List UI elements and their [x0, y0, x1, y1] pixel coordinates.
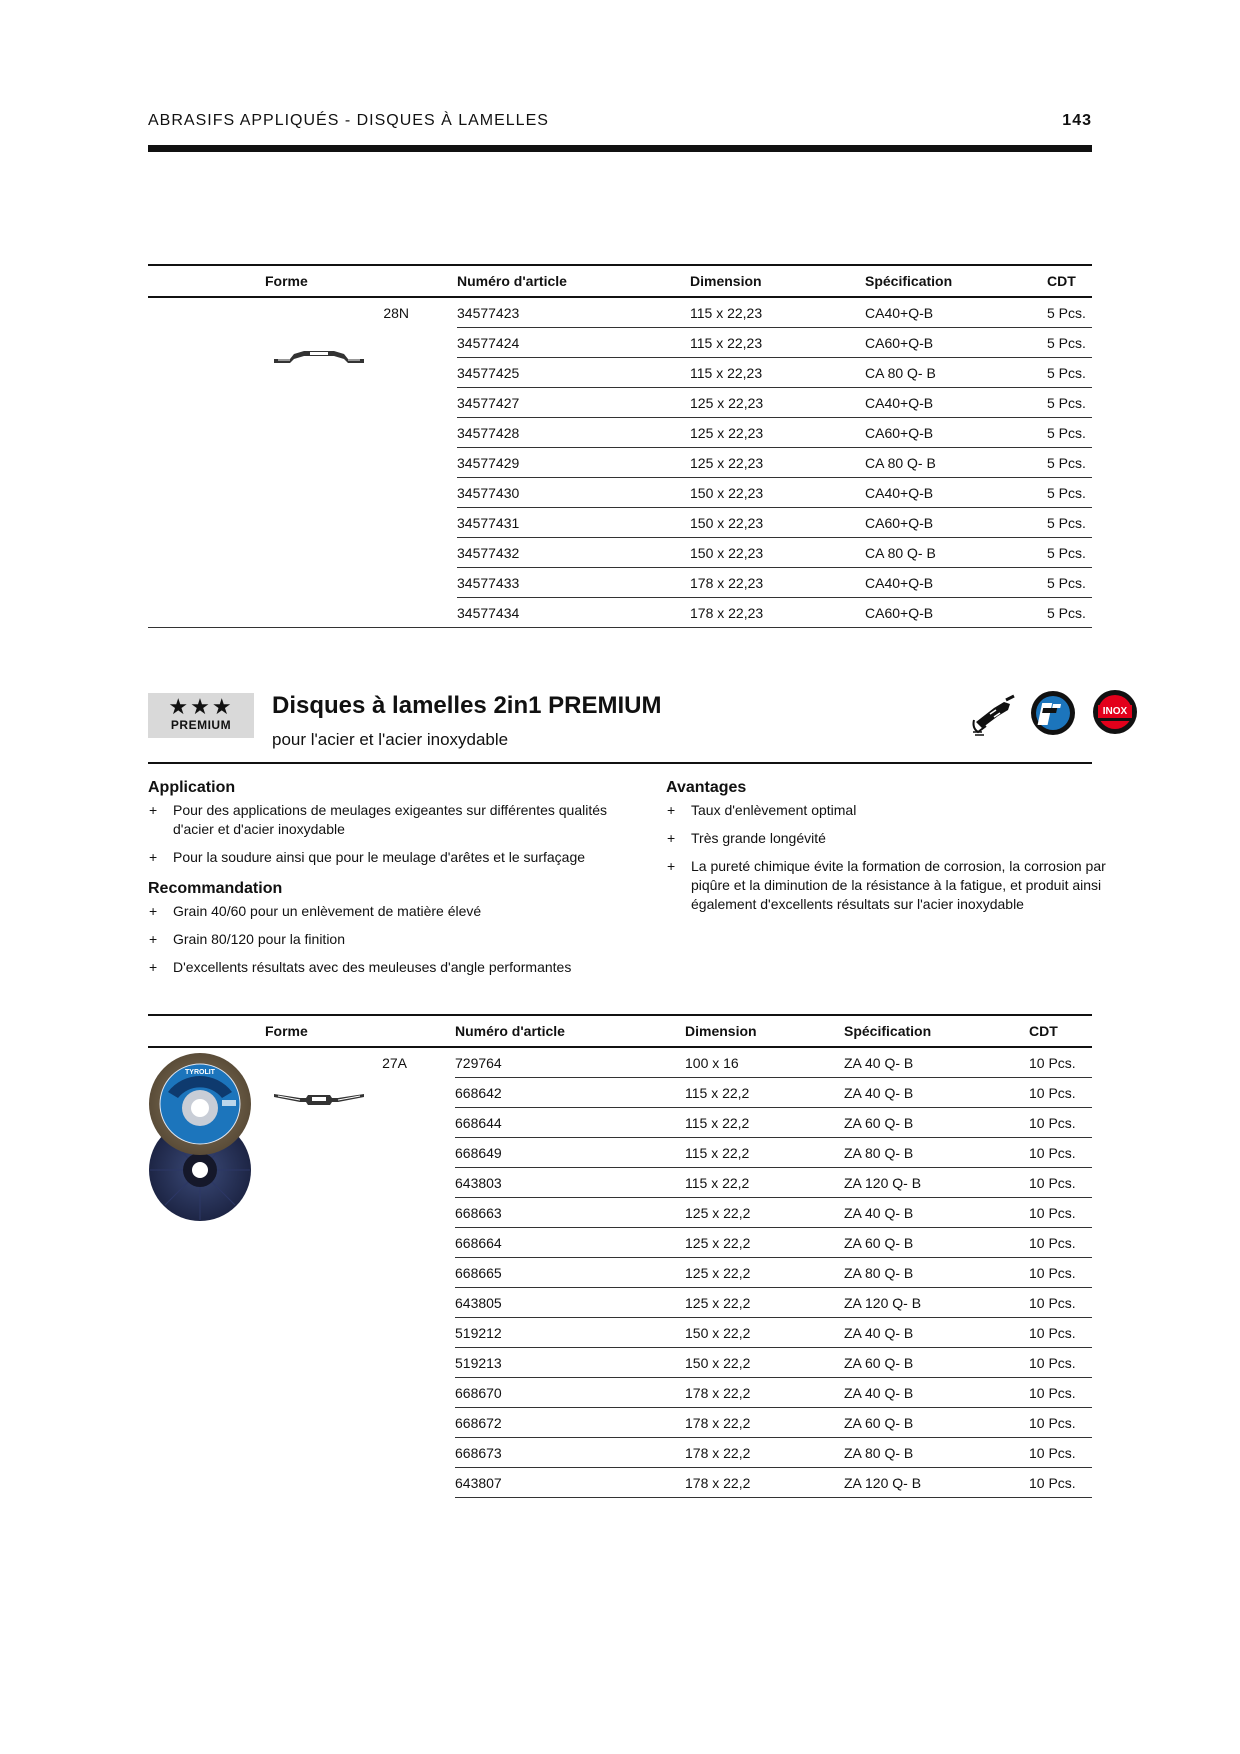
cdt: 5 Pcs. — [1047, 358, 1092, 388]
plus-bullet-icon: + — [667, 802, 676, 818]
article-number: 34577431 — [457, 508, 690, 538]
list-item-text: Taux d'enlèvement optimal — [691, 802, 857, 818]
col-article: Numéro d'article — [455, 1015, 685, 1047]
dimension: 150 x 22,23 — [690, 478, 865, 508]
specification: CA60+Q-B — [865, 418, 1047, 448]
col-dimension: Dimension — [690, 265, 865, 297]
premium-stars: ★★★ — [168, 694, 234, 719]
application-list — [148, 801, 638, 867]
disc-profile-28n-icon — [272, 346, 366, 368]
section-rule — [148, 762, 1092, 764]
specification: CA40+Q-B — [865, 478, 1047, 508]
disc-profile-27a-icon — [272, 1088, 366, 1108]
article-number: 668665 — [455, 1258, 685, 1288]
dimension: 125 x 22,2 — [685, 1258, 844, 1288]
article-number: 643805 — [455, 1288, 685, 1318]
specification: ZA 80 Q- B — [844, 1138, 1029, 1168]
cdt: 5 Pcs. — [1047, 297, 1092, 328]
specification: ZA 80 Q- B — [844, 1258, 1029, 1288]
article-number: 34577429 — [457, 448, 690, 478]
dimension: 150 x 22,23 — [690, 538, 865, 568]
table-header-row — [148, 265, 1092, 297]
col-cdt: CDT — [1029, 1015, 1092, 1047]
table-row — [148, 297, 1092, 328]
dimension: 178 x 22,2 — [685, 1408, 844, 1438]
plus-bullet-icon: + — [149, 959, 158, 975]
recommandation-list — [148, 902, 638, 977]
cdt: 10 Pcs. — [1029, 1168, 1092, 1198]
cdt: 10 Pcs. — [1029, 1348, 1092, 1378]
angle-grinder-icon — [970, 692, 1016, 736]
cdt: 10 Pcs. — [1029, 1468, 1092, 1498]
specification: ZA 40 Q- B — [844, 1318, 1029, 1348]
article-number: 34577427 — [457, 388, 690, 418]
article-number: 643807 — [455, 1468, 685, 1498]
forme-cell — [148, 297, 265, 628]
cdt: 5 Pcs. — [1047, 568, 1092, 598]
avantages-section — [666, 779, 1136, 923]
list-item — [148, 958, 638, 977]
list-item-text: La pureté chimique évite la formation de corrosion, la corrosion par piqûre et la diminution de la résistance à la fatigue, et produit ainsi également d'excellents résultats sur l'acier inoxydable — [691, 858, 1106, 912]
plus-bullet-icon: + — [149, 903, 158, 919]
dimension: 178 x 22,23 — [690, 598, 865, 628]
cdt: 10 Pcs. — [1029, 1408, 1092, 1438]
article-number: 34577434 — [457, 598, 690, 628]
article-number: 34577425 — [457, 358, 690, 388]
dimension: 115 x 22,23 — [690, 297, 865, 328]
dimension: 178 x 22,2 — [685, 1438, 844, 1468]
dimension: 125 x 22,23 — [690, 448, 865, 478]
plus-bullet-icon: + — [149, 931, 158, 947]
specification: ZA 60 Q- B — [844, 1228, 1029, 1258]
dimension: 125 x 22,23 — [690, 418, 865, 448]
shape-code: 28N — [265, 297, 457, 628]
specification: ZA 40 Q- B — [844, 1198, 1029, 1228]
article-number: 668649 — [455, 1138, 685, 1168]
article-number: 34577423 — [457, 297, 690, 328]
cdt: 10 Pcs. — [1029, 1047, 1092, 1078]
list-item — [666, 829, 1136, 848]
cdt: 5 Pcs. — [1047, 538, 1092, 568]
premium-label: PREMIUM — [170, 718, 232, 732]
col-specification: Spécification — [844, 1015, 1029, 1047]
plus-bullet-icon: + — [149, 849, 158, 865]
cdt: 10 Pcs. — [1029, 1108, 1092, 1138]
dimension: 178 x 22,23 — [690, 568, 865, 598]
cdt: 10 Pcs. — [1029, 1378, 1092, 1408]
article-number: 34577424 — [457, 328, 690, 358]
article-number: 34577430 — [457, 478, 690, 508]
application-heading: Application — [148, 779, 236, 796]
list-item — [148, 848, 638, 867]
article-number: 34577432 — [457, 538, 690, 568]
cdt: 5 Pcs. — [1047, 478, 1092, 508]
product-table-28n — [148, 264, 1092, 628]
brand-label: TYROLIT — [185, 1069, 215, 1076]
specification: CA40+Q-B — [865, 388, 1047, 418]
dimension: 115 x 22,2 — [685, 1078, 844, 1108]
article-number: 519212 — [455, 1318, 685, 1348]
cdt: 5 Pcs. — [1047, 388, 1092, 418]
cdt: 5 Pcs. — [1047, 598, 1092, 628]
dimension: 115 x 22,2 — [685, 1168, 844, 1198]
col-specification: Spécification — [865, 265, 1047, 297]
article-number: 519213 — [455, 1348, 685, 1378]
list-item-text: Très grande longévité — [691, 830, 826, 846]
list-item-text: Pour des applications de meulages exigeantes sur différentes qualités d'acier et d'acier inoxydable — [173, 802, 608, 837]
list-item-text: Pour la soudure ainsi que pour le meulage d'arêtes et le surfaçage — [173, 849, 586, 865]
plus-bullet-icon: + — [149, 802, 158, 818]
page-number: 143 — [1062, 112, 1092, 129]
cdt: 5 Pcs. — [1047, 328, 1092, 358]
cdt: 5 Pcs. — [1047, 418, 1092, 448]
recommandation-heading: Recommandation — [148, 880, 283, 897]
cdt: 10 Pcs. — [1029, 1258, 1092, 1288]
col-forme: Forme — [265, 265, 457, 297]
dimension: 115 x 22,23 — [690, 358, 865, 388]
specification: ZA 40 Q- B — [844, 1078, 1029, 1108]
dimension: 178 x 22,2 — [685, 1378, 844, 1408]
dimension: 150 x 22,23 — [690, 508, 865, 538]
running-header-title: ABRASIFS APPLIQUÉS - DISQUES À LAMELLES — [148, 112, 549, 129]
list-item-text: D'excellents résultats avec des meuleuses d'angle performantes — [173, 959, 572, 975]
article-number: 34577433 — [457, 568, 690, 598]
specification: ZA 120 Q- B — [844, 1468, 1029, 1498]
specification: ZA 60 Q- B — [844, 1408, 1029, 1438]
avantages-heading: Avantages — [666, 779, 747, 796]
specification: ZA 120 Q- B — [844, 1288, 1029, 1318]
plus-bullet-icon: + — [667, 858, 676, 874]
col-article: Numéro d'article — [457, 265, 690, 297]
header-rule — [148, 145, 1092, 152]
list-item-text: Grain 40/60 pour un enlèvement de matière élevé — [173, 903, 482, 919]
col-forme: Forme — [265, 1015, 455, 1047]
specification: CA60+Q-B — [865, 328, 1047, 358]
article-number: 668673 — [455, 1438, 685, 1468]
specification: CA40+Q-B — [865, 297, 1047, 328]
dimension: 115 x 22,2 — [685, 1138, 844, 1168]
product-title: Disques à lamelles 2in1 PREMIUM — [272, 692, 662, 719]
cdt: 10 Pcs. — [1029, 1318, 1092, 1348]
shape-code: 27A — [382, 1055, 407, 1071]
steel-material-icon — [1030, 690, 1076, 736]
specification: ZA 80 Q- B — [844, 1438, 1029, 1468]
plus-bullet-icon: + — [667, 830, 676, 846]
specification: CA 80 Q- B — [865, 538, 1047, 568]
cdt: 10 Pcs. — [1029, 1438, 1092, 1468]
specification: CA60+Q-B — [865, 598, 1047, 628]
cdt: 10 Pcs. — [1029, 1288, 1092, 1318]
application-section — [148, 779, 638, 876]
list-item-text: Grain 80/120 pour la finition — [173, 931, 345, 947]
inox-material-icon — [1093, 690, 1137, 734]
dimension: 125 x 22,23 — [690, 388, 865, 418]
specification: CA 80 Q- B — [865, 448, 1047, 478]
cdt: 10 Pcs. — [1029, 1138, 1092, 1168]
dimension: 178 x 22,2 — [685, 1468, 844, 1498]
article-number: 668663 — [455, 1198, 685, 1228]
product-subtitle: pour l'acier et l'acier inoxydable — [272, 730, 509, 749]
avantages-list — [666, 801, 1136, 914]
cdt: 5 Pcs. — [1047, 448, 1092, 478]
list-item — [148, 930, 638, 949]
article-number: 668670 — [455, 1378, 685, 1408]
specification: CA60+Q-B — [865, 508, 1047, 538]
article-number: 34577428 — [457, 418, 690, 448]
specification: ZA 40 Q- B — [844, 1047, 1029, 1078]
list-item — [148, 801, 638, 839]
cdt: 5 Pcs. — [1047, 508, 1092, 538]
premium-badge — [148, 693, 254, 738]
table-header-row — [148, 1015, 1092, 1047]
dimension: 115 x 22,23 — [690, 328, 865, 358]
list-item — [666, 801, 1136, 820]
article-number: 668672 — [455, 1408, 685, 1438]
dimension: 125 x 22,2 — [685, 1198, 844, 1228]
dimension: 100 x 16 — [685, 1047, 844, 1078]
specification: ZA 60 Q- B — [844, 1348, 1029, 1378]
article-number: 729764 — [455, 1047, 685, 1078]
specification: ZA 60 Q- B — [844, 1108, 1029, 1138]
dimension: 115 x 22,2 — [685, 1108, 844, 1138]
article-number: 643803 — [455, 1168, 685, 1198]
article-number: 668644 — [455, 1108, 685, 1138]
cdt: 10 Pcs. — [1029, 1228, 1092, 1258]
flap-disc-product-photo — [148, 1052, 254, 1222]
specification: CA40+Q-B — [865, 568, 1047, 598]
product-table-27a — [148, 1014, 1092, 1498]
list-item — [666, 857, 1136, 914]
cdt: 10 Pcs. — [1029, 1078, 1092, 1108]
col-dimension: Dimension — [685, 1015, 844, 1047]
dimension: 125 x 22,2 — [685, 1288, 844, 1318]
dimension: 150 x 22,2 — [685, 1348, 844, 1378]
cdt: 10 Pcs. — [1029, 1198, 1092, 1228]
dimension: 125 x 22,2 — [685, 1228, 844, 1258]
inox-label: INOX — [1098, 705, 1132, 719]
dimension: 150 x 22,2 — [685, 1318, 844, 1348]
specification: ZA 120 Q- B — [844, 1168, 1029, 1198]
article-number: 668642 — [455, 1078, 685, 1108]
article-number: 668664 — [455, 1228, 685, 1258]
col-cdt: CDT — [1047, 265, 1092, 297]
list-item — [148, 902, 638, 921]
specification: CA 80 Q- B — [865, 358, 1047, 388]
recommandation-section — [148, 880, 638, 986]
specification: ZA 40 Q- B — [844, 1378, 1029, 1408]
table-row — [148, 1047, 1092, 1078]
